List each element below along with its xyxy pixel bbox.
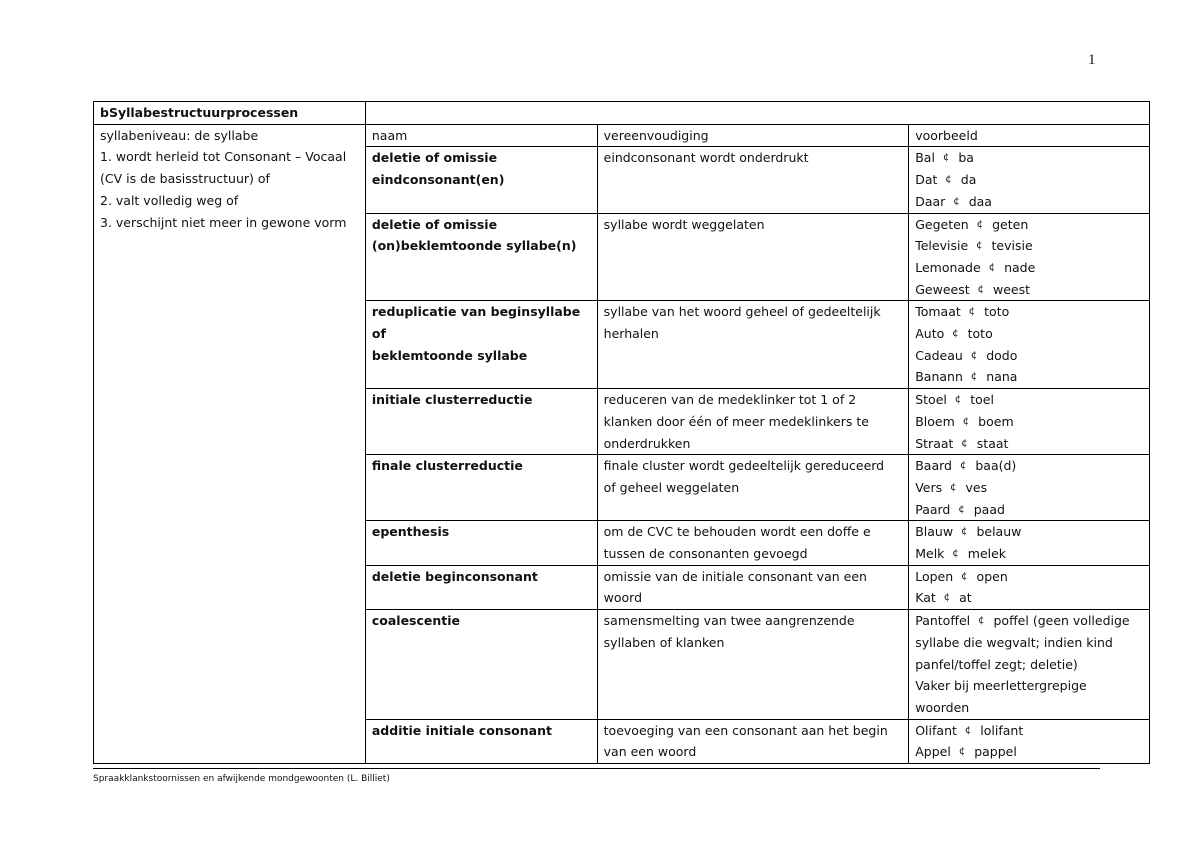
example-pair <box>915 741 1143 763</box>
process-name: additie initiale consonant <box>371 722 552 738</box>
example-word: Vers <box>915 479 943 495</box>
arrow-icon: ¢ <box>945 174 952 186</box>
example-pair <box>915 610 1143 632</box>
arrow-icon: ¢ <box>958 503 965 515</box>
example-result: weest <box>993 281 1031 297</box>
example-note: panfel/toffel zegt; deletie) <box>915 656 1078 672</box>
process-description: onderdrukken <box>603 435 691 451</box>
arrow-icon: ¢ <box>977 283 984 295</box>
process-example-cell <box>909 521 1150 565</box>
example-pair <box>915 169 1143 191</box>
process-description-cell <box>597 610 909 720</box>
example-word: Lopen <box>915 568 954 584</box>
arrow-icon: ¢ <box>958 746 966 758</box>
example-pair <box>915 566 1143 588</box>
arrow-icon: ¢ <box>959 460 967 472</box>
example-word: Blauw <box>915 524 954 540</box>
example-result: toto <box>984 304 1010 320</box>
example-word: Dat <box>915 172 938 188</box>
process-name: finale clusterreductie <box>371 458 523 474</box>
table-title-row <box>94 102 1150 125</box>
arrow-icon: ¢ <box>952 548 959 560</box>
table-title: bSyllabestructuurprocessen <box>94 102 366 125</box>
syllable-level-description <box>94 124 366 763</box>
example-note: woorden <box>915 699 970 715</box>
process-description: omissie van de initiale consonant van een <box>603 568 867 584</box>
process-name-cell <box>365 610 597 720</box>
example-pair <box>915 257 1143 279</box>
process-description: van een woord <box>603 744 697 760</box>
example-pair <box>915 477 1143 499</box>
example-word: Lemonade <box>915 259 981 275</box>
process-description-cell <box>597 389 909 455</box>
example-word: Melk <box>915 546 945 562</box>
process-description-cell <box>597 521 909 565</box>
process-description: reduceren van de medeklinker tot 1 of 2 <box>603 392 857 408</box>
process-name-cell <box>365 455 597 521</box>
process-example-cell <box>909 147 1150 213</box>
process-description: om de CVC te behouden wordt een doffe e <box>603 524 871 540</box>
arrow-icon: ¢ <box>961 570 968 582</box>
example-word: Cadeau <box>915 347 963 363</box>
process-example-cell <box>909 389 1150 455</box>
example-pair <box>915 521 1143 543</box>
process-example-cell <box>909 565 1150 609</box>
arrow-icon: ¢ <box>961 437 968 449</box>
left-line: 1. wordt herleid tot Consonant – Vocaal <box>100 149 347 165</box>
example-pair <box>915 147 1143 169</box>
column-header-example: voorbeeld <box>909 124 1150 147</box>
process-example-cell <box>909 719 1150 763</box>
example-pair <box>915 235 1143 257</box>
example-result: belauw <box>976 524 1022 540</box>
example-result: dodo <box>986 347 1018 363</box>
process-example-cell <box>909 213 1150 301</box>
example-pair <box>915 720 1143 742</box>
example-result: at <box>959 590 972 606</box>
arrow-icon: ¢ <box>942 152 950 164</box>
process-name-cell <box>365 719 597 763</box>
process-name: eindconsonant(en) <box>371 172 505 188</box>
process-description: eindconsonant wordt onderdrukt <box>603 150 809 166</box>
arrow-icon: ¢ <box>968 306 976 318</box>
example-word: Straat <box>915 435 954 451</box>
example-result: pappel <box>974 744 1017 760</box>
example-word: Televisie <box>915 238 969 254</box>
process-name-cell <box>365 389 597 455</box>
example-result: tevisie <box>991 238 1033 254</box>
example-result: poffel (geen volledige <box>993 613 1130 629</box>
process-description: syllabe wordt weggelaten <box>603 216 765 232</box>
example-pair <box>915 345 1143 367</box>
example-result: lolifant <box>980 722 1024 738</box>
page-number: 1 <box>1088 52 1096 68</box>
arrow-icon: ¢ <box>976 240 983 252</box>
process-name: deletie of omissie <box>371 216 498 232</box>
arrow-icon: ¢ <box>964 724 972 736</box>
example-pair <box>915 366 1143 388</box>
example-result: staat <box>976 435 1009 451</box>
process-description: woord <box>603 590 643 606</box>
example-word: Daar <box>915 193 946 209</box>
example-result: toto <box>967 326 993 342</box>
process-example-cell <box>909 301 1150 389</box>
process-description: samensmelting van twee aangrenzende <box>603 613 855 629</box>
process-description: tussen de consonanten gevoegd <box>603 546 808 562</box>
arrow-icon: ¢ <box>943 592 951 604</box>
arrow-icon: ¢ <box>970 349 978 361</box>
process-name-cell <box>365 565 597 609</box>
process-example-cell <box>909 455 1150 521</box>
example-result: boem <box>978 413 1014 429</box>
footer-divider <box>93 768 1100 769</box>
example-word: Banann <box>915 369 963 385</box>
process-name: reduplicatie van beginsyllabe of <box>371 304 581 342</box>
example-word: Appel <box>915 744 951 760</box>
example-pair <box>915 279 1143 301</box>
column-header-name: naam <box>365 124 597 147</box>
process-description-cell <box>597 147 909 213</box>
arrow-icon: ¢ <box>988 261 996 273</box>
process-name: initiale clusterreductie <box>371 392 533 408</box>
example-pair <box>915 433 1143 455</box>
example-pair <box>915 543 1143 565</box>
process-name-cell <box>365 213 597 301</box>
example-word: Olifant <box>915 722 957 738</box>
example-result: open <box>976 568 1008 584</box>
example-result: nana <box>986 369 1018 385</box>
example-pair <box>915 191 1143 213</box>
example-pair <box>915 499 1143 521</box>
process-description-cell <box>597 213 909 301</box>
arrow-icon: ¢ <box>954 394 962 406</box>
process-description: syllabe van het woord geheel of gedeeltelijk <box>603 304 881 320</box>
process-description: of geheel weggelaten <box>603 479 740 495</box>
process-name: deletie beginconsonant <box>371 568 538 584</box>
process-name: (on)beklemtoonde syllabe(n) <box>371 238 577 254</box>
arrow-icon: ¢ <box>978 615 985 627</box>
process-example-cell <box>909 610 1150 720</box>
arrow-icon: ¢ <box>962 415 970 427</box>
example-word: Bal <box>915 150 935 166</box>
example-pair <box>915 323 1143 345</box>
footer-text: Spraakklankstoornissen en afwijkende mondgewoonten (L. Billiet) <box>93 774 390 784</box>
example-result: ves <box>965 479 988 495</box>
process-description: toevoeging van een consonant aan het begin <box>603 722 888 738</box>
left-line: 2. valt volledig weg of <box>100 192 239 208</box>
syllable-process-table <box>93 101 1150 764</box>
process-description: herhalen <box>603 326 659 342</box>
example-word: Auto <box>915 326 945 342</box>
example-note: syllabe die wegvalt; indien kind <box>915 634 1113 650</box>
example-result: toel <box>970 392 994 408</box>
example-pair <box>915 214 1143 236</box>
example-result: daa <box>968 193 992 209</box>
table-title-empty-cell <box>365 102 1149 125</box>
column-header-row <box>94 124 1150 147</box>
process-name: coalescentie <box>371 613 461 629</box>
process-description-cell <box>597 455 909 521</box>
example-pair <box>915 587 1143 609</box>
process-description: finale cluster wordt gedeeltelijk gereduceerd <box>603 458 885 474</box>
example-word: Paard <box>915 501 951 517</box>
arrow-icon: ¢ <box>961 526 968 538</box>
column-header-description: vereenvoudiging <box>597 124 909 147</box>
arrow-icon: ¢ <box>976 218 984 230</box>
example-result: da <box>960 172 977 188</box>
arrow-icon: ¢ <box>952 328 959 340</box>
arrow-icon: ¢ <box>950 481 957 493</box>
example-note: Vaker bij meerlettergrepige <box>915 678 1087 694</box>
process-name: epenthesis <box>371 524 450 540</box>
process-description-cell <box>597 301 909 389</box>
example-result: geten <box>992 216 1029 232</box>
example-pair <box>915 455 1143 477</box>
example-result: baa(d) <box>975 458 1017 474</box>
example-word: Baard <box>915 458 952 474</box>
left-line: (CV is de basisstructuur) of <box>100 171 270 187</box>
example-word: Bloem <box>915 413 955 429</box>
example-word: Gegeten <box>915 216 969 232</box>
example-result: nade <box>1004 259 1036 275</box>
process-name: deletie of omissie <box>371 150 498 166</box>
example-result: ba <box>958 150 974 166</box>
process-description: syllaben of klanken <box>603 634 725 650</box>
process-description-cell <box>597 719 909 763</box>
example-word: Kat <box>915 590 936 606</box>
example-pair <box>915 411 1143 433</box>
example-result: paad <box>973 501 1005 517</box>
process-name-cell <box>365 521 597 565</box>
process-name-cell <box>365 301 597 389</box>
left-line: syllabeniveau: de syllabe <box>100 127 259 143</box>
example-pair <box>915 301 1143 323</box>
arrow-icon: ¢ <box>970 371 978 383</box>
left-line: 3. verschijnt niet meer in gewone vorm <box>100 214 347 230</box>
process-description: klanken door één of meer medeklinkers te <box>603 413 869 429</box>
process-name-cell <box>365 147 597 213</box>
example-word: Geweest <box>915 281 970 297</box>
process-name: beklemtoonde syllabe <box>371 347 528 363</box>
example-word: Tomaat <box>915 304 961 320</box>
process-description-cell <box>597 565 909 609</box>
example-word: Pantoffel <box>915 613 971 629</box>
example-word: Stoel <box>915 392 947 408</box>
example-result: melek <box>967 546 1007 562</box>
arrow-icon: ¢ <box>953 195 960 207</box>
example-pair <box>915 389 1143 411</box>
